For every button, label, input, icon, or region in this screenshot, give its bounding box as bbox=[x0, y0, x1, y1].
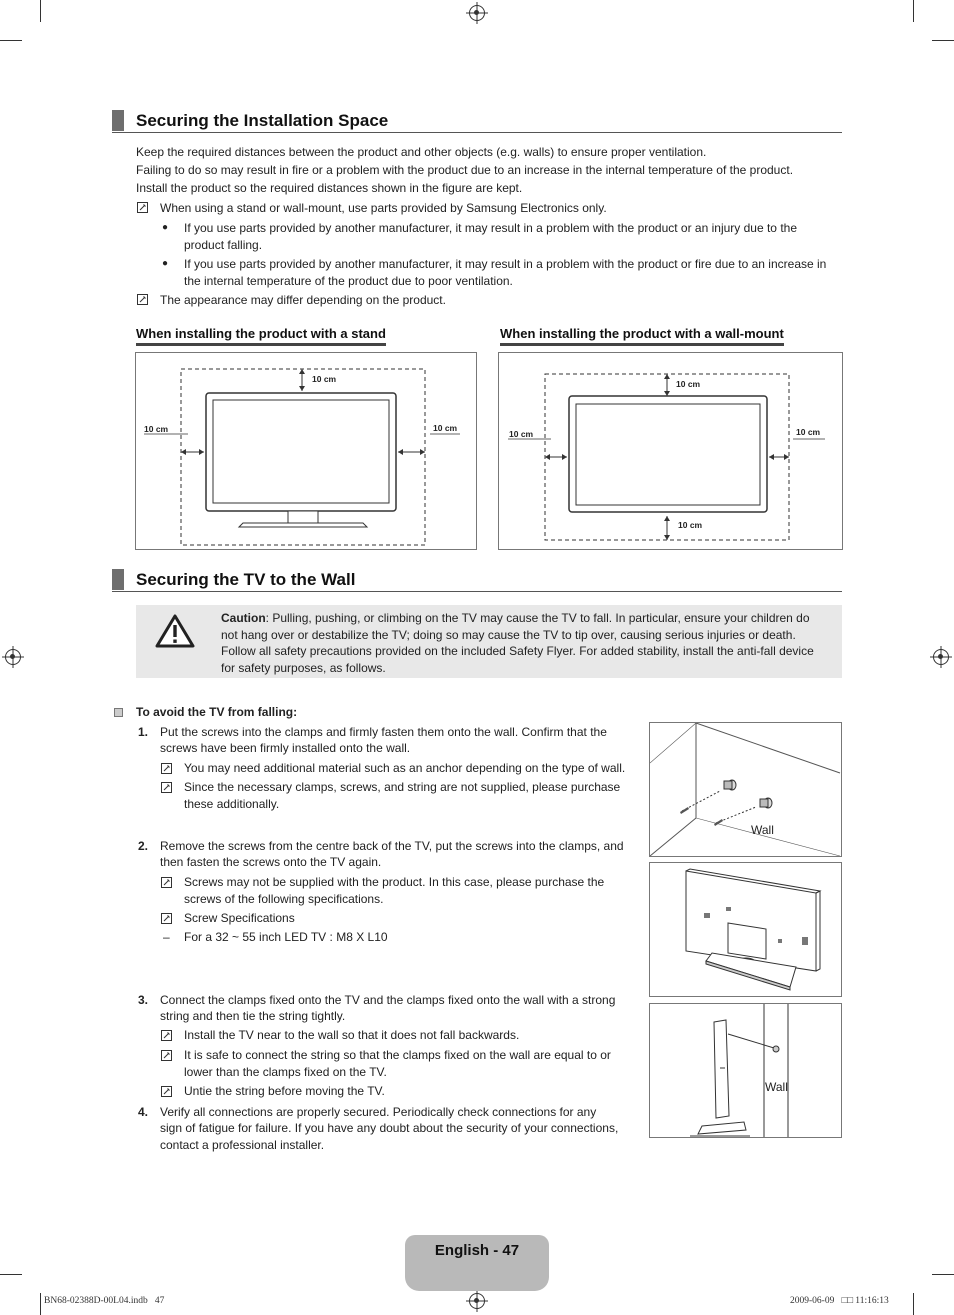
step-text: Remove the screws from the centre back of the TV, put the screws into the clamps, and bbox=[160, 839, 624, 853]
note-text: You may need additional material such as an anchor depending on the type of wall. bbox=[184, 761, 626, 775]
paragraph: Keep the required distances between the product and other objects (e.g. walls) to ensure proper ventilation. bbox=[136, 145, 707, 159]
dimension-top: 10 cm bbox=[676, 379, 701, 389]
caution-line: Follow all safety precautions provided on the included Safety Flyer. For added stability, install the anti-fall device bbox=[221, 644, 814, 658]
note-text: these additionally. bbox=[184, 797, 280, 811]
dimension-top: 10 cm bbox=[312, 374, 337, 384]
warning-triangle-icon bbox=[154, 613, 196, 649]
note-text: Untie the string before moving the TV. bbox=[184, 1084, 385, 1098]
dimension-bottom: 10 cm bbox=[678, 520, 703, 530]
page-number-tab bbox=[405, 1235, 549, 1291]
dimension-left: 10 cm bbox=[509, 429, 534, 439]
bullet-text: product falling. bbox=[184, 238, 263, 252]
caution-line: not hang over or destabilize the TV; doing so may cause the TV to tip over, causing serious injuries or death. bbox=[221, 627, 796, 642]
step-text: screws have been firmly installed onto the wall. bbox=[160, 741, 411, 755]
note-text: Screws may not be supplied with the product. In this case, please purchase the bbox=[184, 875, 605, 889]
note-text: When using a stand or wall-mount, use parts provided by Samsung Electronics only. bbox=[160, 201, 607, 215]
note-icon bbox=[161, 1030, 172, 1041]
wall-clamps-illustration bbox=[650, 723, 841, 856]
wallmount-tv-illustration bbox=[499, 353, 842, 549]
crop-mark bbox=[913, 1293, 914, 1315]
file-info: BN68-02388D-00L04.indb 47 bbox=[44, 1296, 165, 1306]
crop-mark bbox=[0, 40, 22, 41]
step-text: contact a professional installer. bbox=[160, 1138, 325, 1152]
bullet-text: If you use parts provided by another manufacturer, it may result in a problem with the product or an injury due to the bbox=[184, 221, 797, 235]
section-bar bbox=[112, 110, 124, 131]
tv-back-figure bbox=[649, 862, 842, 997]
wallmount-heading: When installing the product with a wall-mount bbox=[500, 326, 784, 346]
note-text: It is safe to connect the string so that the clamps fixed on the wall are equal to or bbox=[184, 1048, 611, 1062]
step-number: 3. bbox=[138, 993, 149, 1007]
tv-string-figure bbox=[649, 1003, 842, 1138]
note-icon bbox=[161, 1086, 172, 1097]
caution-label: Caution bbox=[221, 611, 266, 625]
note-text: screws of the following specifications. bbox=[184, 892, 384, 906]
dimension-left: 10 cm bbox=[144, 424, 169, 434]
step-number: 2. bbox=[138, 839, 149, 853]
note-text: Install the TV near to the wall so that it does not fall backwards. bbox=[184, 1028, 520, 1042]
dimension-right: 10 cm bbox=[433, 423, 458, 433]
section-title: Securing the Installation Space bbox=[136, 111, 389, 130]
square-bullet-icon bbox=[114, 708, 123, 717]
stand-tv-illustration bbox=[136, 353, 476, 549]
paragraph: Failing to do so may result in fire or a problem with the product due to an increase in the internal temperature of the product. bbox=[136, 163, 794, 177]
stand-heading: When installing the product with a stand bbox=[136, 326, 386, 346]
note-icon bbox=[161, 877, 172, 888]
caution-line: for safety purposes, as follows. bbox=[221, 660, 386, 675]
subheading: To avoid the TV from falling: bbox=[136, 705, 298, 719]
registration-mark-icon bbox=[933, 649, 949, 665]
step-text: string and then tie the string tightly. bbox=[160, 1009, 346, 1023]
bullet-text: the internal temperature of the product due to poor ventilation. bbox=[184, 274, 513, 288]
section-bar bbox=[112, 569, 124, 590]
step-text: Verify all connections are properly secured. Periodically check connections for any bbox=[160, 1105, 597, 1119]
crop-mark bbox=[932, 40, 954, 41]
step-text: then fasten the screws onto the TV again. bbox=[160, 855, 382, 869]
registration-mark-icon bbox=[469, 5, 485, 21]
wallmount-figure bbox=[498, 352, 843, 550]
wall-label: Wall bbox=[765, 1080, 788, 1094]
note-icon bbox=[161, 763, 172, 774]
section-title: Securing the TV to the Wall bbox=[136, 570, 356, 589]
step-number: 1. bbox=[138, 725, 149, 739]
section-header-installation bbox=[112, 110, 842, 133]
note-text: lower than the clamps fixed on the TV. bbox=[184, 1065, 387, 1079]
caution-text bbox=[221, 610, 829, 676]
step-number: 4. bbox=[138, 1105, 149, 1119]
tv-back-illustration bbox=[650, 863, 841, 996]
bullet-icon: ● bbox=[162, 222, 169, 233]
wall-label: Wall bbox=[751, 823, 774, 837]
bullet-icon: ● bbox=[162, 258, 169, 269]
dimension-right: 10 cm bbox=[796, 427, 821, 437]
step-text: Put the screws into the clamps and firmly fasten them onto the wall. Confirm that the bbox=[160, 725, 607, 739]
crop-mark bbox=[0, 1274, 22, 1275]
note-icon bbox=[161, 1050, 172, 1061]
caution-box bbox=[136, 605, 842, 678]
note-icon bbox=[161, 782, 172, 793]
stand-figure bbox=[135, 352, 477, 550]
dash-icon: – bbox=[163, 930, 170, 944]
crop-mark bbox=[932, 1274, 954, 1275]
tv-string-illustration bbox=[650, 1004, 841, 1137]
wall-clamps-figure bbox=[649, 722, 842, 857]
note-text: Since the necessary clamps, screws, and string are not supplied, please purchase bbox=[184, 780, 621, 794]
registration-mark-icon bbox=[469, 1293, 485, 1309]
crop-mark bbox=[913, 0, 914, 22]
registration-mark-icon bbox=[5, 649, 21, 665]
page-label: English - 47 bbox=[434, 1242, 520, 1259]
step-text: sign of fatigue for failure. If you have any doubt about the security of your connections, bbox=[160, 1121, 619, 1135]
note-text: Screw Specifications bbox=[184, 911, 295, 925]
paragraph: Install the product so the required distances shown in the figure are kept. bbox=[136, 181, 523, 195]
bullet-text: If you use parts provided by another manufacturer, it may result in a problem with the product or fire due to an increase in bbox=[184, 257, 827, 271]
note-icon bbox=[137, 294, 148, 305]
crop-mark bbox=[40, 0, 41, 22]
step-text: Connect the clamps fixed onto the TV and the clamps fixed onto the wall with a strong bbox=[160, 993, 616, 1007]
note-text: The appearance may differ depending on the product. bbox=[160, 293, 446, 307]
note-icon bbox=[161, 913, 172, 924]
note-icon bbox=[137, 202, 148, 213]
section-header-wall bbox=[112, 569, 842, 592]
caution-line: : Pulling, pushing, or climbing on the TV may cause the TV to fall. In particular, ensure your children do bbox=[265, 611, 810, 625]
date-info: 2009-06-09 □□ 11:16:13 bbox=[790, 1296, 889, 1306]
screw-spec: For a 32 ~ 55 inch LED TV : M8 X L10 bbox=[184, 930, 388, 944]
crop-mark bbox=[40, 1293, 41, 1315]
